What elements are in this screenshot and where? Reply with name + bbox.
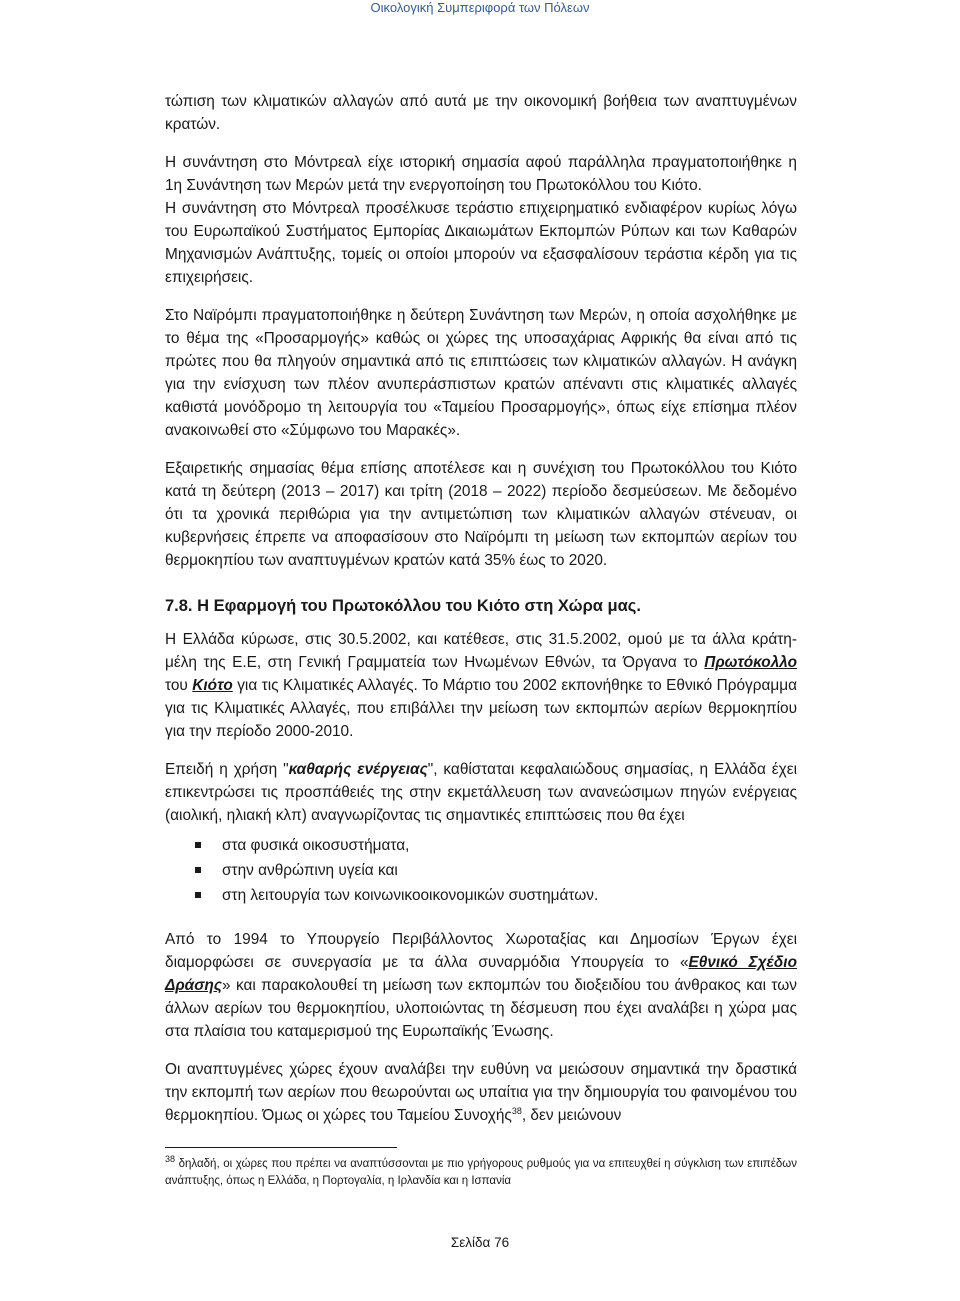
impact-list <box>165 833 797 908</box>
page-body <box>165 90 797 1142</box>
paragraph-clean-energy: Επειδή η χρήση "καθαρής ενέργειας", καθίσταται κεφαλαιώδους σημασίας, η Ελλάδα έχει επικεντρώσει τις προσπάθειές της στην εκμετάλλευση των ανανεώσιμων πηγών ενέργειας (αιολική, ηλιακή κλπ) αναγνωρίζοντας τις σημαντικές επιπτώσεις που θα έχει <box>165 761 797 824</box>
list-item: στην ανθρώπινη υγεία και <box>165 858 797 883</box>
paragraph-action-plan: Από το 1994 το Υπουργείο Περιβάλλοντος Χωροταξίας και Δημοσίων Έργων έχει διαμορφώσει σε συνεργασία με τα άλλα συναρμόδια Υπουργεία το «Εθνικό Σχέδιο Δράσης» και παρακολουθεί τη μείωση των εκπομπών του διοξειδίου του άνθρακος και των άλλων αερίων του θερμοκηπίου, υλοποιώντας τη δέσμευση που έχει αναλάβει η χώρα μας στα πλαίσια του καταμερισμού της Ευρωπαϊκής Ένωσης. <box>165 931 797 1040</box>
footnote: $^{38}$ δηλαδή, οι χώρες που πρέπει να αναπτύσσονται με πιο γρήγορους ρυθμούς για να επιτευχθεί η σύγκλιση των επιπέδων ανάπτυξης, όπως η Ελλάδα, η Πορτογαλία, η Ιρλανδία και η Ισπανία <box>165 1154 797 1187</box>
clean-energy-emphasis: καθαρής ενέργειας <box>288 761 428 778</box>
footnote-ref[interactable]: 38 <box>511 1105 522 1116</box>
page-number: Σελίδα 76 <box>450 1235 510 1250</box>
list-item: στα φυσικά οικοσυστήματα, <box>165 833 797 858</box>
footnote-number: 38 <box>165 1154 176 1165</box>
square-bullet-icon <box>195 892 201 898</box>
paragraph-greece-ratification: Η Ελλάδα κύρωσε, στις 30.5.2002, και κατέθεσε, στις 31.5.2002, ομού με τα άλλα κράτη-μέλη της Ε.Ε, στη Γενική Γραμματεία των Ηνωμένων Εθνών, τα Όργανα το Πρωτόκολλο του Κιότο για τις Κλιματικές Αλλαγές. Το Μάρτιο του 2002 εκπονήθηκε το Εθνικό Πρόγραμμα για τις Κλιματικές Αλλαγές, που επιβάλλει την μείωση των εκπομπών αερίων θερμοκηπίου για την περίοδο 2000-2010. <box>165 631 797 740</box>
running-header: Οικολογική Συμπεριφορά των Πόλεων <box>370 0 590 15</box>
paragraph-montreal-business: Η συνάντηση στο Μόντρεαλ προσέλκυσε τεράστιο επιχειρηματικό ενδιαφέρον κυρίως λόγω του Ευρωπαϊκού Συστήματος Εμπορίας Δικαιωμάτων Εκπομπών Ρύπων και των Καθαρών Μηχανισμών Ανάπτυξης, τομείς οι οποίοι μπορούν να εξασφαλίσουν τεράστια κέρδη για τις επιχειρήσεις. <box>165 200 797 286</box>
paragraph-developed-countries: Οι αναπτυγμένες χώρες έχουν αναλάβει την ευθύνη να μειώσουν σημαντικά την δραστικά την εκπομπή των αερίων που θεωρούνται ως υπαίτια για την δημιουργία του φαινομένου του θερμοκηπίου. Όμως οι χώρες του Ταμείου Συνοχής$^{38}$, δεν μειώνουν <box>165 1061 797 1124</box>
paragraph-continuation: τώπιση των κλιματικών αλλαγών από αυτά με την οικονομική βοήθεια των αναπτυγμένων κρατών. <box>165 93 797 133</box>
paragraph-nairobi: Στο Ναϊρόμπι πραγματοποιήθηκε η δεύτερη Συνάντηση των Μερών, η οποία ασχολήθηκε με το θέμα της «Προσαρμογής» καθώς οι χώρες της υποσαχάριας Αφρικής θα είναι από τις πρώτες που θα πληγούν σημαντικά από τις επιπτώσεις των κλιματικών αλλαγών. Η ανάγκη για την ενίσχυση των πλέον ανυπεράσπιστων κρατών απέναντι στις κλιματικές αλλαγές καθιστά μονόδρομο τη λειτουργία του «Ταμείου Προσαρμογής», όπως είχε επίσημα πλέον ανακοινωθεί στο «Σύμφωνο του Μαρακές». <box>165 307 797 439</box>
square-bullet-icon <box>195 867 201 873</box>
paragraph-kyoto-continuation: Εξαιρετικής σημασίας θέμα επίσης αποτέλεσε και η συνέχιση του Πρωτοκόλλου του Κιότο κατά τη δεύτερη (2013 – 2017) και τρίτη (2018 – 2022) περίοδο δεσμεύσεων. Με δεδομένο ότι τα χρονικά περιθώρια για την αντιμετώπιση των κλιματικών αλλαγών στένευαν, οι κυβερνήσεις έπρεπε να αποφασίσουν στο Ναϊρόμπι τη μείωση των εκπομπών αερίων του θερμοκηπίου των αναπτυγμένων κρατών κατά 35% έως το 2020. <box>165 460 797 569</box>
square-bullet-icon <box>195 842 201 848</box>
section-heading: 7.8. Η Εφαρμογή του Πρωτοκόλλου του Κιότο στη Χώρα μας. <box>165 597 641 615</box>
kyoto-emphasis: Κιότο <box>192 677 233 694</box>
protocol-emphasis: Πρωτόκολλο <box>704 654 797 671</box>
paragraph-montreal-meeting: Η συνάντηση στο Μόντρεαλ είχε ιστορική σημασία αφού παράλληλα πραγματοποιήθηκε η 1η Συνάντηση των Μερών μετά την ενεργοποίηση του Πρωτοκόλλου του Κιότο. <box>165 154 797 194</box>
action-plan-emphasis: Εθνικό Σχέδιο Δράσης <box>165 954 797 994</box>
footnote-divider <box>165 1147 397 1148</box>
list-item: στη λειτουργία των κοινωνικοοικονομικών συστημάτων. <box>165 883 797 908</box>
